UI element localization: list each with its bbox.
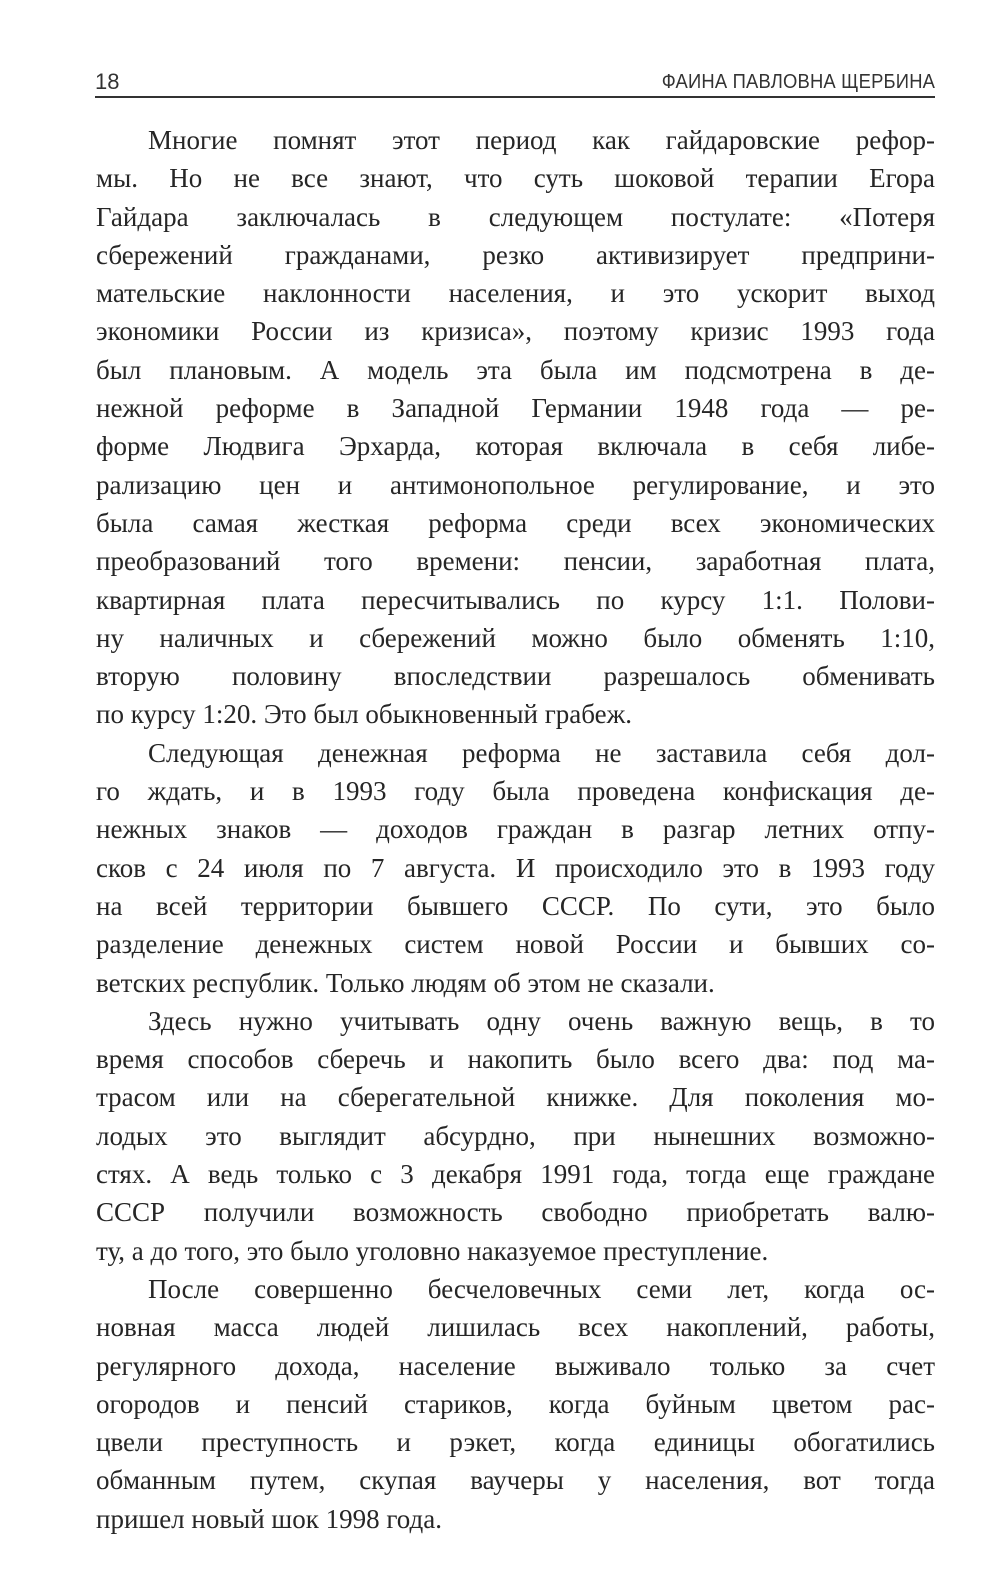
text-line: ту, а до того, это было уголовно наказуемое преступление. [96, 1235, 769, 1266]
text-line: квартирная плата пересчитывались по курсу 1:1. Полови- [96, 584, 935, 615]
paragraph [96, 121, 935, 734]
text-line: разделение денежных систем новой России и бывших со- [96, 929, 935, 960]
text-line: нежной реформе в Западной Германии 1948 года — ре- [96, 393, 935, 424]
text-line: мательские наклонности населения, и это ускорит выход [96, 278, 935, 309]
text-line: После совершенно бесчеловечных семи лет, когда ос- [148, 1273, 935, 1304]
running-title: ФАИНА ПАВЛОВНА ЩЕРБИНА [661, 71, 935, 93]
text-line: го ждать, и в 1993 году была проведена конфискация де- [96, 776, 935, 807]
text-line: ну наличных и сбережений можно было обменять 1:10, [96, 622, 935, 653]
text-line: лодых это выглядит абсурдно, при нынешних возможно- [96, 1120, 935, 1151]
text-line: время способов сберечь и накопить было всего два: под ма- [96, 1044, 935, 1075]
text-line: был плановым. А модель эта была им подсмотрена в де- [96, 354, 935, 385]
text-line: Гайдара заключалась в следующем постулате: «Потеря [96, 201, 935, 232]
text-line: Следующая денежная реформа не заставила себя дол- [148, 737, 935, 768]
text-line: СССР получили возможность свободно приобретать валю- [96, 1197, 935, 1228]
text-line: сков с 24 июля по 7 августа. И происходило это в 1993 году [96, 852, 935, 883]
text-line: преобразований того времени: пенсии, заработная плата, [96, 546, 935, 577]
page-number: 18 [95, 69, 120, 94]
text-line: обманным путем, скупая ваучеры у населения, вот тогда [96, 1465, 935, 1496]
text-line: Многие помнят этот период как гайдаровские рефор- [148, 125, 935, 155]
text-line: трасом или на сберегательной книжке. Для поколения мо- [96, 1082, 935, 1113]
paragraph [96, 1002, 935, 1270]
text-line: на всей территории бывшего СССР. По сути, это было [96, 890, 935, 921]
text-line: была самая жесткая реформа среди всех экономических [96, 507, 935, 538]
text-line: нежных знаков — доходов граждан в разгар летних отпу- [96, 814, 935, 845]
text-line: Здесь нужно учитывать одну очень важную вещь, в то [148, 1005, 935, 1036]
text-line: экономики России из кризиса», поэтому кризис 1993 года [96, 316, 935, 347]
page-body [96, 121, 935, 1538]
text-line: форме Людвига Эрхарда, которая включала в себя либе- [96, 431, 935, 462]
text-line: пришел новый шок 1998 года. [96, 1503, 442, 1534]
text-line: цвели преступность и рэкет, когда единицы обогатились [96, 1427, 935, 1458]
paragraph [96, 734, 935, 1002]
text-line: регулярного дохода, население выживало только за счет [96, 1350, 935, 1381]
paragraph [96, 1270, 935, 1538]
page-header [95, 68, 935, 98]
text-line: по курсу 1:20. Это был обыкновенный грабеж. [96, 699, 633, 730]
text-line: новная масса людей лишилась всех накоплений, работы, [96, 1312, 935, 1343]
text-line: ветских республик. Только людям об этом не сказали. [96, 967, 715, 998]
text-line: огородов и пенсий стариков, когда буйным цветом рас- [96, 1388, 935, 1419]
text-line: сбережений гражданами, резко активизирует предприни- [96, 239, 935, 270]
text-line: рализацию цен и антимонопольное регулирование, и это [96, 469, 935, 500]
text-line: вторую половину впоследствии разрешалось обменивать [96, 661, 935, 692]
text-line: мы. Но не все знают, что суть шоковой терапии Егора [96, 163, 935, 194]
text-line: стях. А ведь только с 3 декабря 1991 года, тогда еще граждане [96, 1159, 935, 1190]
